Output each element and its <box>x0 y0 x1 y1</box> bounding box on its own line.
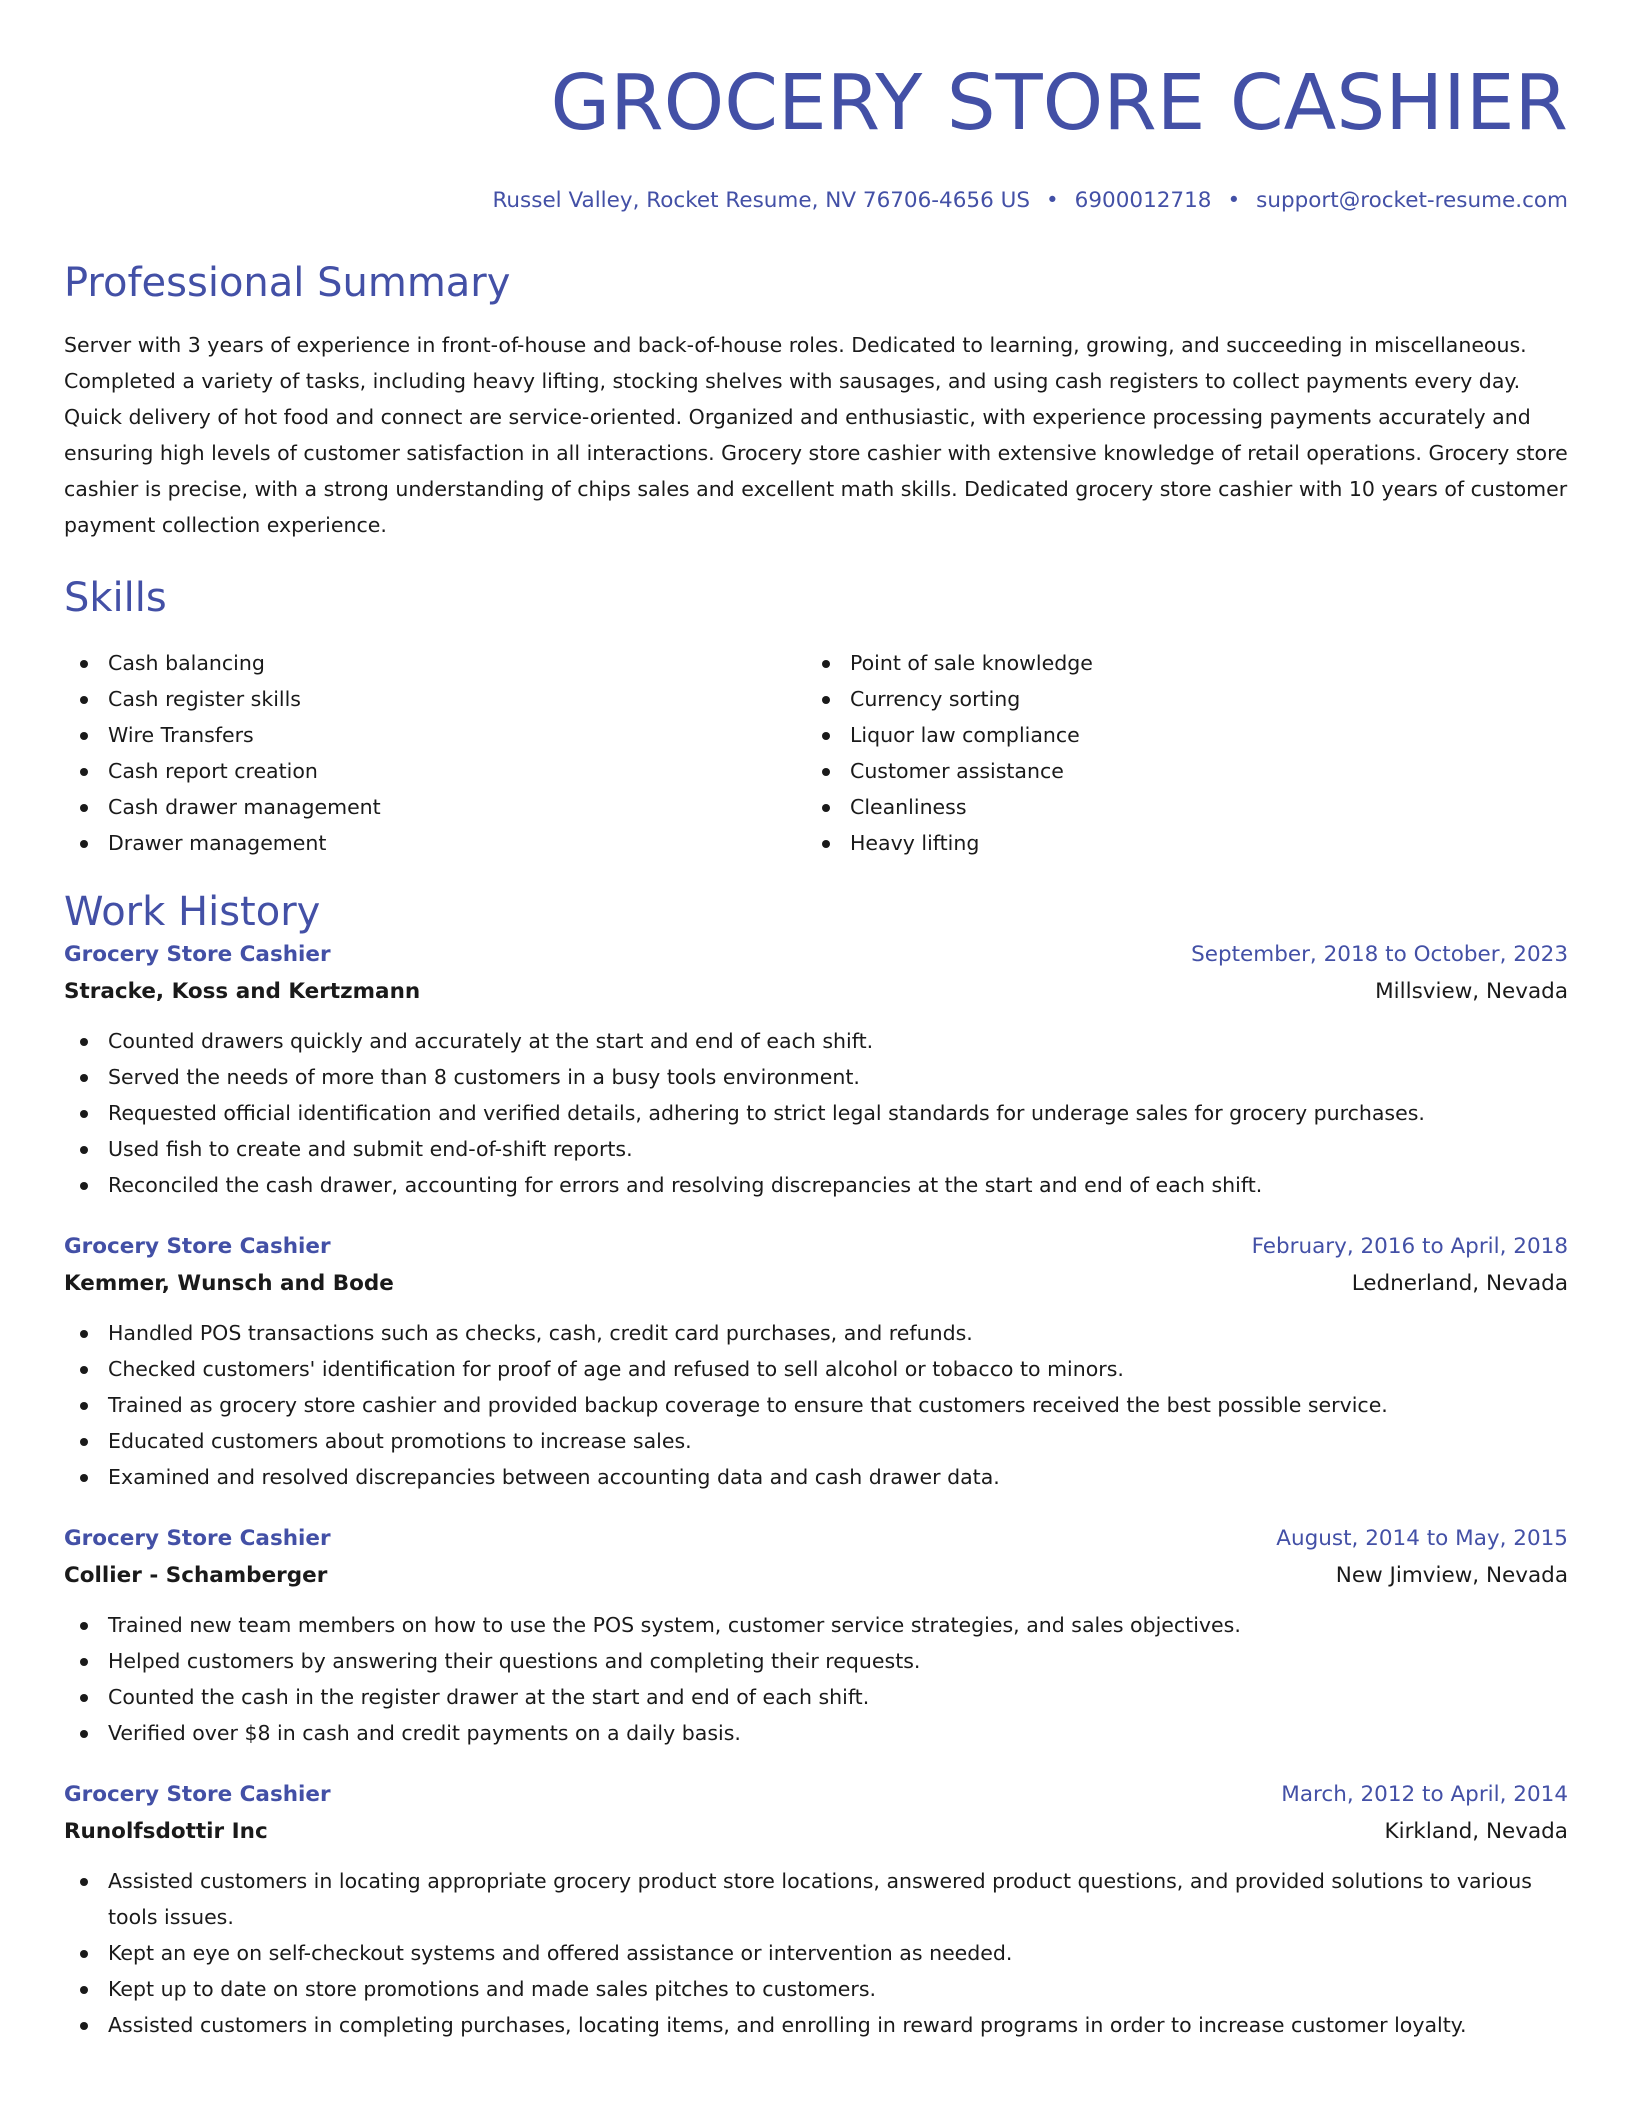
job-dates: February, 2016 to April, 2018 <box>1251 1234 1568 1259</box>
job-bullet: Handled POS transactions such as checks, cash, credit card purchases, and refunds. <box>64 1315 1568 1351</box>
job-bullet: Educated customers about promotions to increase sales. <box>64 1423 1568 1459</box>
skills-column-right <box>806 645 1548 861</box>
job-bullet: Trained new team members on how to use the POS system, customer service strategies, and sales objectives. <box>64 1607 1568 1643</box>
contact-separator: • <box>1227 188 1241 213</box>
job-subheader <box>64 1265 1568 1303</box>
job-location: Millsview, Nevada <box>1375 979 1568 1004</box>
contact-separator: • <box>1045 188 1059 213</box>
job-entry <box>64 1777 1568 2043</box>
job-title: Grocery Store Cashier <box>64 1234 331 1259</box>
job-bullet: Checked customers' identification for proof of age and refused to sell alcohol or tobacco to minors. <box>64 1351 1568 1387</box>
job-entry <box>64 937 1568 1203</box>
job-header <box>64 1521 1568 1557</box>
skills-list <box>64 645 1568 861</box>
job-company: Collier - Schamberger <box>64 1563 328 1588</box>
contact-address: Russel Valley, Rocket Resume, NV 76706-4656 US <box>492 188 1030 213</box>
job-entry <box>64 1521 1568 1751</box>
job-bullet: Requested official identification and verified details, adhering to strict legal standards for underage sales for grocery purchases. <box>64 1095 1568 1131</box>
resume-page <box>64 0 1568 2043</box>
job-company: Runolfsdottir Inc <box>64 1819 268 1844</box>
job-title: Grocery Store Cashier <box>64 942 331 967</box>
job-bullet: Verified over $8 in cash and credit payments on a daily basis. <box>64 1715 1568 1751</box>
skill-item: Heavy lifting <box>806 825 1548 861</box>
skill-item: Cash balancing <box>64 645 806 681</box>
job-dates: March, 2012 to April, 2014 <box>1281 1782 1568 1807</box>
job-subheader <box>64 1557 1568 1595</box>
job-bullet: Assisted customers in locating appropriate grocery product store locations, answered product questions, and provided solutions to various tools issues. <box>64 1863 1568 1935</box>
job-location: New Jimview, Nevada <box>1335 1563 1568 1588</box>
skill-item: Cleanliness <box>806 789 1548 825</box>
skill-item: Cash drawer management <box>64 789 806 825</box>
job-dates: September, 2018 to October, 2023 <box>1191 942 1568 967</box>
contact-email[interactable]: support@rocket-resume.com <box>1256 188 1568 213</box>
job-subheader <box>64 973 1568 1011</box>
job-bullets <box>64 1023 1568 1203</box>
job-location: Lednerland, Nevada <box>1351 1271 1568 1296</box>
job-bullet: Served the needs of more than 8 customers in a busy tools environment. <box>64 1059 1568 1095</box>
skills-heading: Skills <box>64 575 167 621</box>
job-dates: August, 2014 to May, 2015 <box>1276 1526 1568 1551</box>
summary-text: Server with 3 years of experience in front-of-house and back-of-house roles. Dedicated to learning, growing, and succeeding in miscellaneous. Completed a variety of tasks, including heavy lifting, stocking shelves with sausages, and using cash registers to collect payments every day. Quick delivery of hot food and connect are service-oriented. Organized and enthusiastic, with experience processing payments accurately and ensuring high levels of customer satisfaction in all interactions. Grocery store cashier with extensive knowledge of retail operations. Grocery store cashier is precise, with a strong understanding of chips sales and excellent math skills. Dedicated grocery store cashier with 10 years of customer payment collection experience. <box>64 333 1568 537</box>
job-bullets <box>64 1863 1568 2043</box>
job-bullet: Kept up to date on store promotions and made sales pitches to customers. <box>64 1971 1568 2007</box>
contact-phone[interactable]: 6900012718 <box>1074 188 1212 213</box>
job-bullet: Helped customers by answering their questions and completing their requests. <box>64 1643 1568 1679</box>
skill-item: Point of sale knowledge <box>806 645 1548 681</box>
work-history-heading: Work History <box>64 889 321 935</box>
skill-item: Drawer management <box>64 825 806 861</box>
skill-item: Cash report creation <box>64 753 806 789</box>
job-header <box>64 1229 1568 1265</box>
skill-item: Currency sorting <box>806 681 1548 717</box>
job-bullet: Counted drawers quickly and accurately at the start and end of each shift. <box>64 1023 1568 1059</box>
job-title: Grocery Store Cashier <box>64 1782 331 1807</box>
job-bullet: Used fish to create and submit end-of-shift reports. <box>64 1131 1568 1167</box>
job-bullet: Kept an eye on self-checkout systems and offered assistance or intervention as needed. <box>64 1935 1568 1971</box>
job-location: Kirkland, Nevada <box>1384 1819 1568 1844</box>
skill-item: Customer assistance <box>806 753 1548 789</box>
job-bullet: Trained as grocery store cashier and provided backup coverage to ensure that customers received the best possible service. <box>64 1387 1568 1423</box>
job-bullets <box>64 1315 1568 1495</box>
skill-item: Liquor law compliance <box>806 717 1548 753</box>
job-bullet: Examined and resolved discrepancies between accounting data and cash drawer data. <box>64 1459 1568 1495</box>
job-company: Kemmer, Wunsch and Bode <box>64 1271 394 1296</box>
job-company: Stracke, Koss and Kertzmann <box>64 979 421 1004</box>
contact-line <box>64 186 1568 216</box>
job-bullet: Counted the cash in the register drawer at the start and end of each shift. <box>64 1679 1568 1715</box>
job-bullets <box>64 1607 1568 1751</box>
job-entry <box>64 1229 1568 1495</box>
job-title: Grocery Store Cashier <box>64 1526 331 1551</box>
job-bullet: Reconciled the cash drawer, accounting for errors and resolving discrepancies at the start and end of each shift. <box>64 1167 1568 1203</box>
skill-item: Wire Transfers <box>64 717 806 753</box>
skills-column-left <box>64 645 806 861</box>
skill-item: Cash register skills <box>64 681 806 717</box>
job-subheader <box>64 1813 1568 1851</box>
job-header <box>64 937 1568 973</box>
summary-heading: Professional Summary <box>64 260 511 306</box>
resume-name: GROCERY STORE CASHIER <box>550 59 1568 148</box>
job-header <box>64 1777 1568 1813</box>
job-bullet: Assisted customers in completing purchases, locating items, and enrolling in reward programs in order to increase customer loyalty. <box>64 2007 1568 2043</box>
